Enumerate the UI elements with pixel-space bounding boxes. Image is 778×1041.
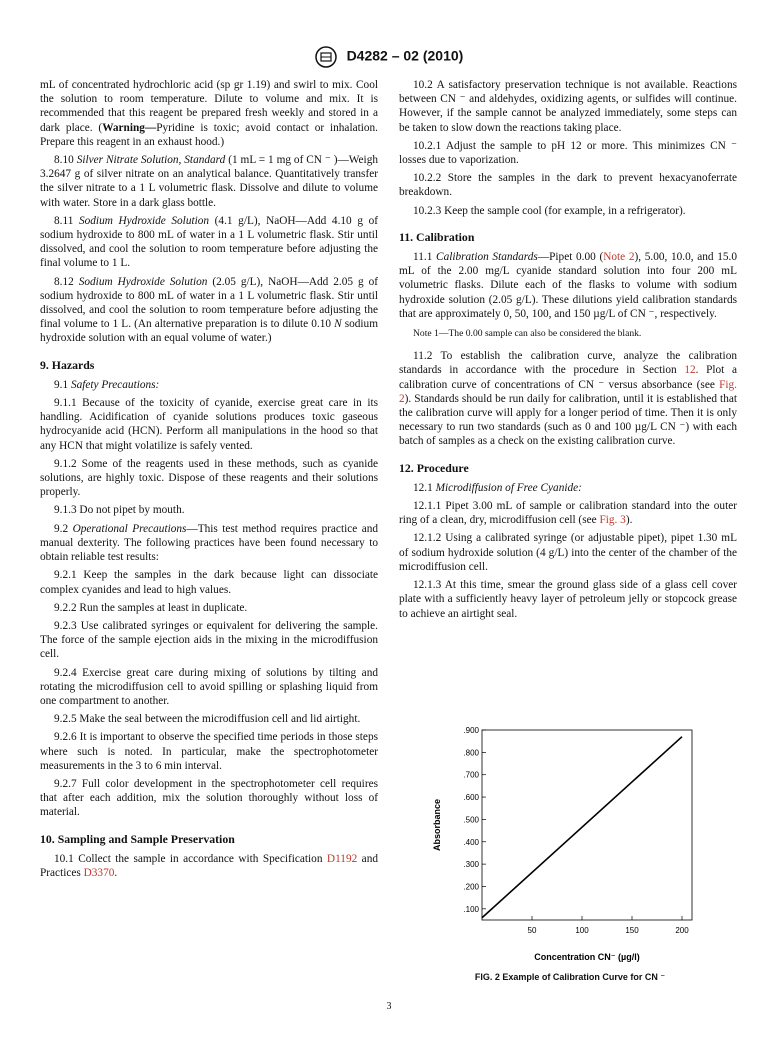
section-11-2: 11.2 To establish the calibration curve, analyze the calibration standards in accordance with the procedure in Section 12. Plot a calibration curve of concentrations of CN ⁻ versus absorbance (see Fig. 2). Standards should be run daily for calibration, until it is established that the calibration curve will apply for a longer period of time. Then it is only necessary to run two standards (such as 0 and 100 µg/L CN ⁻) with each batch of samples as a check on the existing calibration curve. [399,350,737,448]
astm-logo-icon [315,46,337,68]
y-tick-label: .800 [463,748,479,758]
link-fig-3[interactable]: Fig. 3 [599,514,626,527]
y-tick-label: .300 [463,860,479,870]
left-column [40,78,378,884]
section-8-10: 8.10 Silver Nitrate Solution, Standard (1 mL = 1 mg of CN ⁻ )—Weigh 3.2647 g of silver nitrate on an analytical balance. Quantitatively transfer the silver nitrate to a 1 L volumetric flask. Dissolve and dilute to volume with water. Store in a dark glass bottle. [40,154,378,209]
section-9-1: 9.1 Safety Precautions: [54,378,160,391]
y-tick-label: .600 [463,793,479,803]
y-axis-label: Absorbance [432,798,442,852]
y-tick-label: .200 [463,882,479,892]
section-12-1-1: 12.1.1 Pipet 3.00 mL of sample or calibration standard into the outer ring of a clean, dry, microdiffusion cell (see Fig. 3). [399,500,737,527]
y-tick-label: .400 [463,837,479,847]
page-number: 3 [386,1001,392,1012]
link-d3370[interactable]: D3370 [83,866,115,879]
section-9-1-2: 9.1.2 Some of the reagents used in these methods, such as cyanide solutions, are highly toxic. Dispose of these reagents and their solutions properly. [40,457,378,499]
figure-caption: FIG. 2 Example of Calibration Curve for CN ⁻ [474,972,666,982]
section-11-1: 11.1 Calibration Standards—Pipet 0.00 (Note 2), 5.00, 10.0, and 15.0 mL of the 2.00 mg/L cyanide standard solution into four 200 mL volumetric flasks. Dilute each of the flasks to volume with sodium hydroxide solution (2.05 g/L). These dilutions yield calibration standards that are approximately 0, 50, 100, and 150 µg/L of CN ⁻, respectively. [399,251,738,320]
x-tick-label: 50 [527,926,537,935]
y-tick-label: .900 [463,726,479,735]
section-9-2-7: 9.2.7 Full color development in the spectrophotometer cell requires that after each addition, mix the solution thoroughly without loss of material. [40,777,378,819]
section-10-2: 10.2 A satisfactory preservation technique is not available. Reactions between CN ⁻ and aldehydes, oxidizing agents, or sulfides will continue. However, if the sample cannot be analyzed immediately, some steps can be taken to slow down the reactions taking place. [399,79,737,134]
page-header [0,46,778,68]
right-column [399,78,737,625]
section-8-11: 8.11 Sodium Hydroxide Solution (4.1 g/L), NaOH—Add 4.10 g of sodium hydroxide to 800 mL of water in a 1 L volumetric flask. Stir until dissolved, and cool the solution to room temperature before adjusting the final volume to 1 L. [40,214,378,270]
calibration-chart [420,722,720,967]
section-10-1: 10.1 Collect the sample in accordance with Specification D1192 and Practices D3370. [40,852,378,879]
section-12-1: 12.1 Microdiffusion of Free Cyanide: [413,481,582,494]
x-axis-label: Concentration CN⁻ (µg/l) [534,952,640,962]
link-section-12[interactable]: 12 [684,364,696,377]
x-tick-label: 100 [575,926,589,935]
section-12-1-2: 12.1.2 Using a calibrated syringe (or adjustable pipet), pipet 1.30 mL of sodium hydroxide solution (4 g/L) into the center of the chamber of the microdiffusion cell. [399,532,737,573]
section-heading-calibration: 11. Calibration [399,229,475,244]
y-tick-label: .100 [463,904,479,914]
paragraph: mL of concentrated hydrochloric acid (sp gr 1.19) and swirl to mix. Cool the solution to room temperature. Dilute to volume and mix. It is recommended that this reagent be prepared fresh weekly and stored in a dark place. (Warning—Pyridine is toxic; avoid contact or inhalation. Prepare this reagent in an exhaust hood.) [40,79,378,148]
section-heading-sampling: 10. Sampling and Sample Preservation [40,831,235,846]
section-9-1-3: 9.1.3 Do not pipet by mouth. [54,504,185,517]
section-10-2-2: 10.2.2 Store the samples in the dark to prevent hexacyanoferrate breakdown. [399,172,737,199]
link-note-2[interactable]: Note 2 [603,251,635,264]
y-tick-label: .700 [463,770,479,780]
section-9-2-2: 9.2.2 Run the samples at least in duplicate. [54,601,248,614]
x-tick-label: 150 [625,926,639,935]
section-9-2-5: 9.2.5 Make the seal between the microdiffusion cell and lid airtight. [54,713,361,726]
section-9-2-4: 9.2.4 Exercise great care during mixing of solutions by tilting and rotating the microdiffusion cell to avoid spilling or splashing liquid from one compartment to another. [40,666,378,707]
document-designation: D4282 – 02 (2010) [346,47,464,64]
link-d1192[interactable]: D1192 [326,852,358,865]
figure-2 [420,722,720,984]
plot-frame [482,730,692,920]
section-9-2-6: 9.2.6 It is important to observe the specified time periods in those steps where such is noted. In particular, make the spectrophotometer measurements in the 3 to 6 min interval. [40,731,378,772]
section-9-2-3: 9.2.3 Use calibrated syringes or equivalent for delivering the sample. The force of the sample ejection aids in the mixing in the microdiffusion cell. [40,619,378,661]
section-heading-hazards: 9. Hazards [40,357,95,372]
link-fig-2[interactable]: Fig. 2 [399,378,737,405]
section-9-1-1: 9.1.1 Because of the toxicity of cyanide, exercise great care in its handling. Acidification of cyanide solutions produces toxic gaseous hydrocyanide acid (HCN). Perform all manipulations in the hood so that any HCN that might volatilize is safely vented. [40,397,378,452]
x-tick-label: 200 [675,926,689,935]
section-9-2: 9.2 Operational Precautions—This test method requires practice and manual dexterity. The following practices have been found necessary to obtain reliable test results: [40,522,379,564]
series-line [482,737,682,918]
y-tick-label: .500 [463,815,479,825]
section-10-2-1: 10.2.1 Adjust the sample to pH 12 or more. This minimizes CN ⁻ losses due to vaporization. [399,139,737,167]
section-8-12: 8.12 Sodium Hydroxide Solution (2.05 g/L), NaOH—Add 2.05 g of sodium hydroxide to 800 mL of water in a 1 L volumetric flask. Stir until dissolved, and cool the solution to room temperature before adjusting the final volume to 1 L. (An alternative preparation is to dilute 0.10 N sodium hydroxide solution with an equal volume of water.) [40,275,378,345]
note-1: Note 1—The 0.00 sample can also be considered the blank. [413,328,642,340]
section-12-1-3: 12.1.3 At this time, smear the ground glass side of a glass cell cover plate with a sufficiently heavy layer of petroleum jelly or stopcock grease to achieve an airtight seal. [399,579,737,620]
section-10-2-3: 10.2.3 Keep the sample cool (for example, in a refrigerator). [413,204,686,217]
section-9-2-1: 9.2.1 Keep the samples in the dark because light can dissociate complex cyanides and lead to high values. [40,569,378,596]
section-heading-procedure: 12. Procedure [399,460,469,475]
